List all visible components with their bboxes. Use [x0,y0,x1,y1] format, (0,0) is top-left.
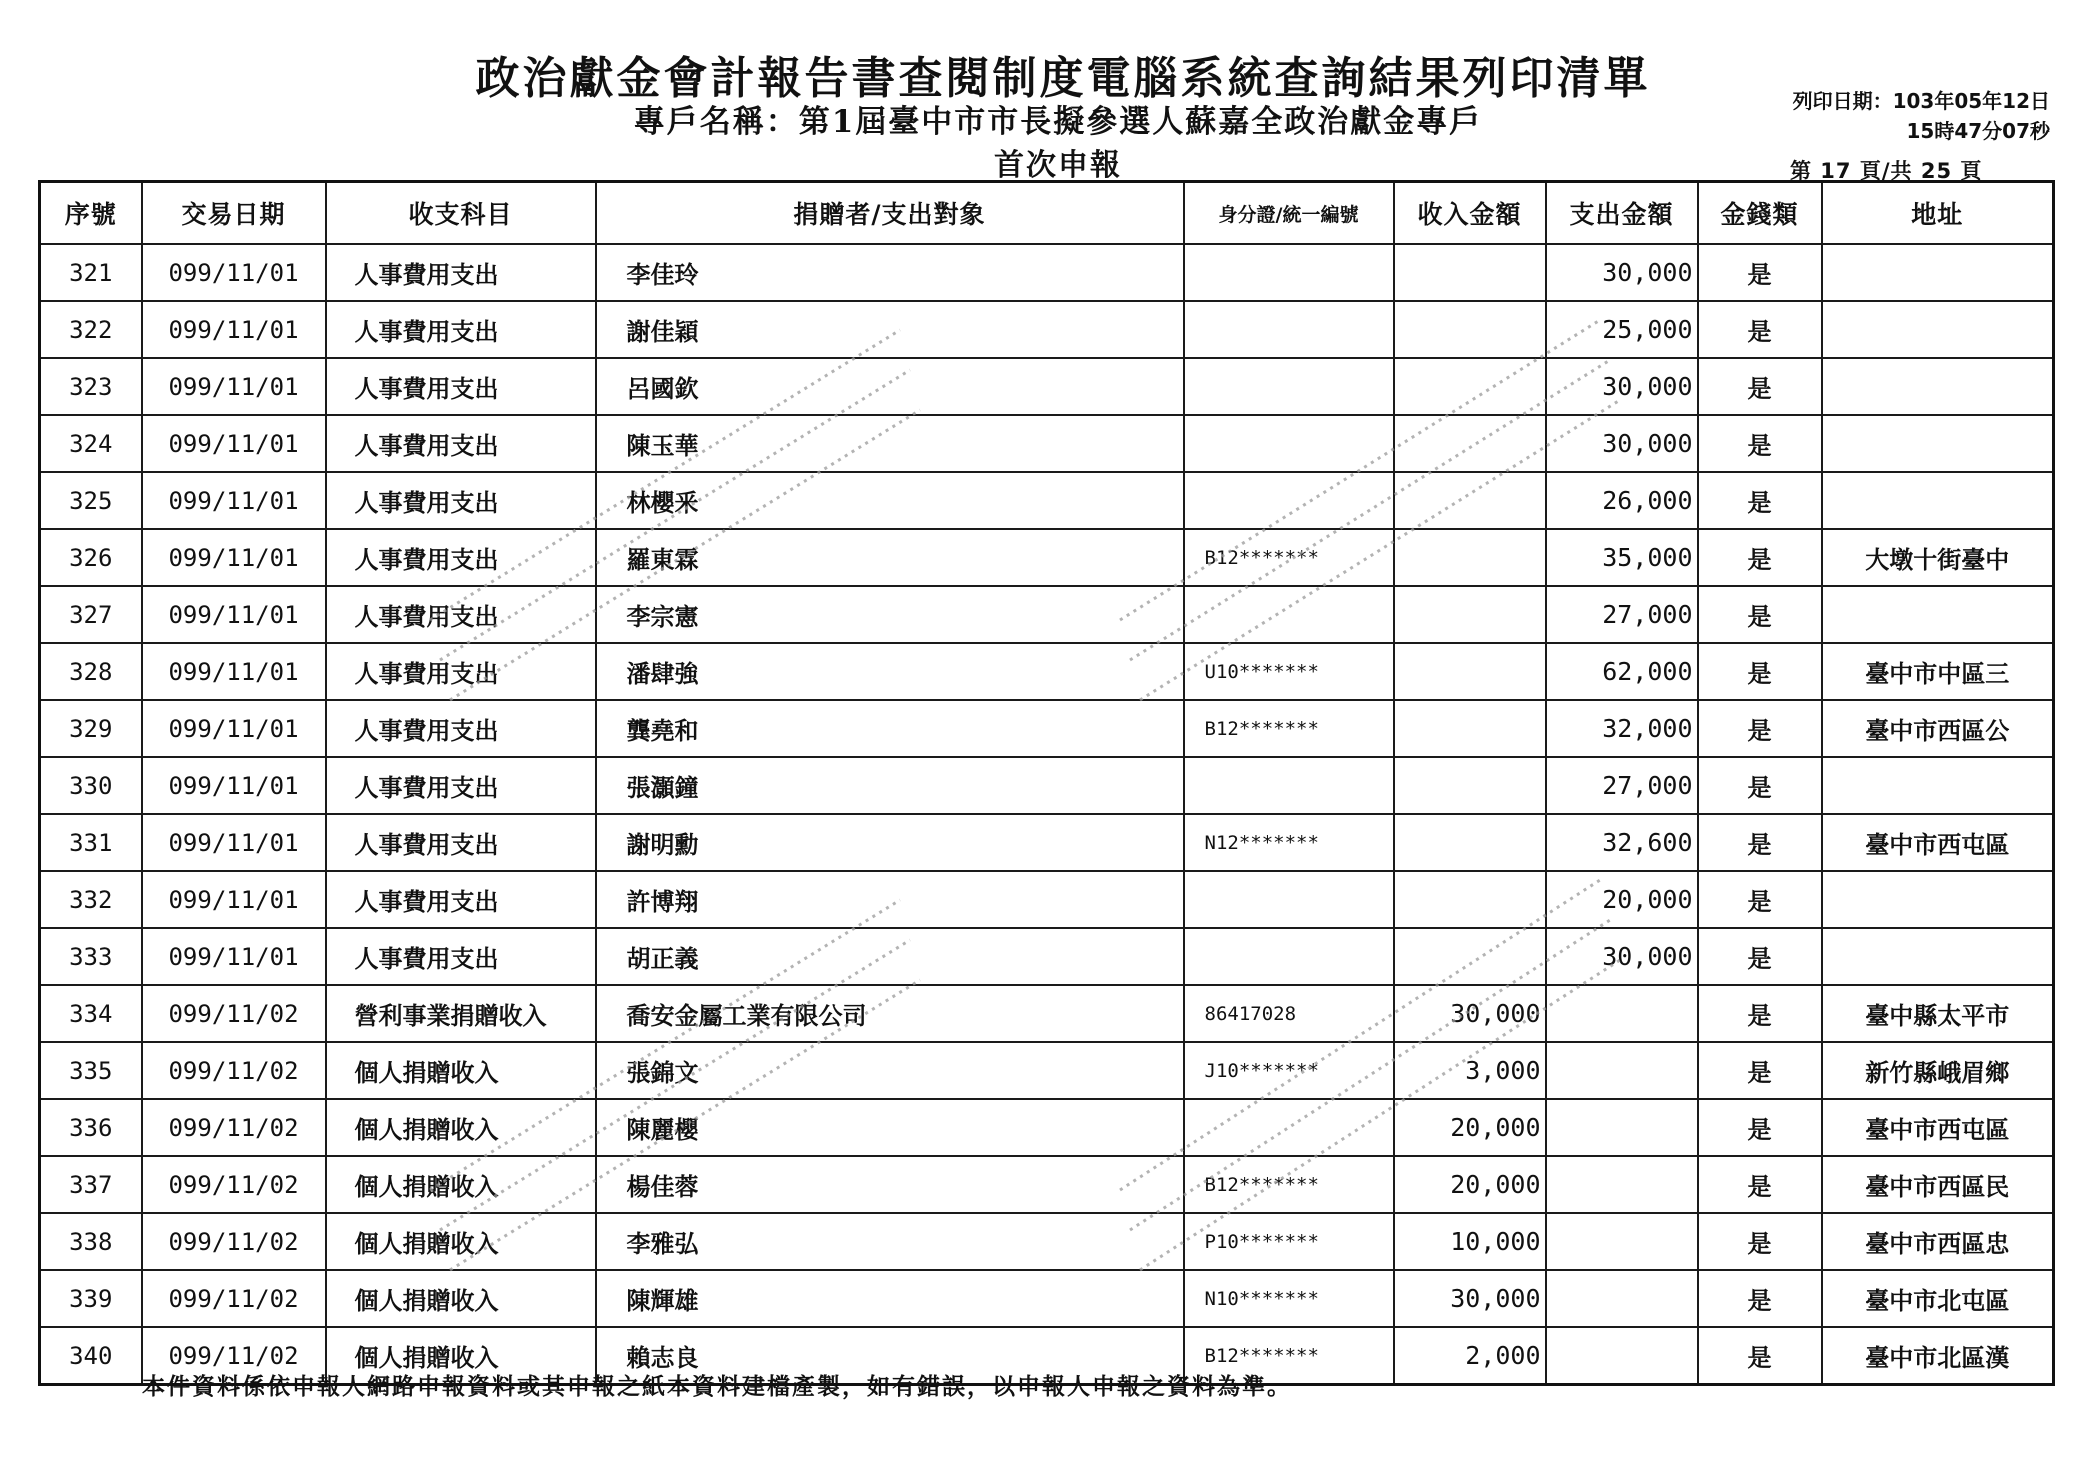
cell-seq: 339 [40,1270,142,1327]
table-body [40,244,2054,1385]
cell-address: 大墩十街臺中 [1822,529,2054,586]
cell-date: 099/11/01 [142,586,326,643]
cell-money-type: 是 [1698,871,1822,928]
cell-money-type: 是 [1698,985,1822,1042]
cell-address: 臺中縣太平市 [1822,985,2054,1042]
cell-seq: 330 [40,757,142,814]
cell-id [1184,871,1394,928]
cell-address: 臺中市北屯區 [1822,1270,2054,1327]
cell-date: 099/11/01 [142,814,326,871]
cell-expense: 62,000 [1546,643,1698,700]
cell-address: 臺中市西屯區 [1822,1099,2054,1156]
cell-address: 臺中市西區民 [1822,1156,2054,1213]
cell-party: 李雅弘 [596,1213,1184,1270]
cell-id: B12******* [1184,529,1394,586]
cell-date: 099/11/01 [142,415,326,472]
cell-category: 人事費用支出 [326,358,596,415]
cell-expense: 27,000 [1546,586,1698,643]
cell-seq: 328 [40,643,142,700]
cell-id [1184,757,1394,814]
cell-category: 人事費用支出 [326,757,596,814]
cell-income [1394,472,1546,529]
cell-money-type: 是 [1698,244,1822,301]
cell-money-type: 是 [1698,301,1822,358]
col-header-seq: 序號 [40,182,142,245]
cell-expense [1546,1099,1698,1156]
cell-category: 個人捐贈收入 [326,1099,596,1156]
cell-money-type: 是 [1698,415,1822,472]
cell-expense: 30,000 [1546,928,1698,985]
cell-party: 賴志良 [596,1327,1184,1385]
ledger-table [38,180,2055,1386]
cell-income [1394,244,1546,301]
col-header-address: 地址 [1822,182,2054,245]
cell-seq: 322 [40,301,142,358]
cell-id: J10******* [1184,1042,1394,1099]
cell-category: 個人捐贈收入 [326,1270,596,1327]
cell-expense: 26,000 [1546,472,1698,529]
cell-income: 20,000 [1394,1099,1546,1156]
cell-party: 喬安金屬工業有限公司 [596,985,1184,1042]
cell-date: 099/11/01 [142,700,326,757]
cell-category: 人事費用支出 [326,700,596,757]
cell-id [1184,928,1394,985]
cell-category: 個人捐贈收入 [326,1213,596,1270]
cell-money-type: 是 [1698,1156,1822,1213]
col-header-expense: 支出金額 [1546,182,1698,245]
cell-party: 李佳玲 [596,244,1184,301]
table-row [40,1042,2054,1099]
cell-address [1822,586,2054,643]
cell-money-type: 是 [1698,757,1822,814]
cell-address [1822,301,2054,358]
cell-expense: 35,000 [1546,529,1698,586]
col-header-category: 收支科目 [326,182,596,245]
cell-address [1822,244,2054,301]
cell-party: 謝佳穎 [596,301,1184,358]
cell-money-type: 是 [1698,586,1822,643]
cell-category: 人事費用支出 [326,529,596,586]
cell-id [1184,415,1394,472]
cell-money-type: 是 [1698,1270,1822,1327]
cell-address [1822,928,2054,985]
table-row [40,814,2054,871]
cell-seq: 326 [40,529,142,586]
cell-income [1394,871,1546,928]
cell-money-type: 是 [1698,700,1822,757]
cell-seq: 338 [40,1213,142,1270]
cell-date: 099/11/02 [142,985,326,1042]
cell-category: 人事費用支出 [326,244,596,301]
cell-income [1394,529,1546,586]
cell-category: 人事費用支出 [326,472,596,529]
cell-seq: 335 [40,1042,142,1099]
cell-income: 3,000 [1394,1042,1546,1099]
cell-seq: 336 [40,1099,142,1156]
cell-party: 張灝鐘 [596,757,1184,814]
cell-income [1394,643,1546,700]
cell-category: 個人捐贈收入 [326,1042,596,1099]
cell-income [1394,757,1546,814]
cell-date: 099/11/01 [142,472,326,529]
cell-address: 臺中市西區公 [1822,700,2054,757]
table-row [40,643,2054,700]
table-row [40,700,2054,757]
cell-expense: 25,000 [1546,301,1698,358]
cell-id [1184,1099,1394,1156]
cell-id: P10******* [1184,1213,1394,1270]
cell-id: B12******* [1184,700,1394,757]
cell-seq: 340 [40,1327,142,1385]
cell-date: 099/11/01 [142,301,326,358]
cell-address [1822,871,2054,928]
cell-seq: 323 [40,358,142,415]
cell-address [1822,757,2054,814]
cell-address: 臺中市西屯區 [1822,814,2054,871]
cell-date: 099/11/01 [142,643,326,700]
cell-money-type: 是 [1698,814,1822,871]
table-row [40,1213,2054,1270]
cell-expense [1546,985,1698,1042]
cell-seq: 332 [40,871,142,928]
cell-party: 胡正義 [596,928,1184,985]
cell-seq: 329 [40,700,142,757]
table-row [40,415,2054,472]
cell-seq: 337 [40,1156,142,1213]
cell-seq: 324 [40,415,142,472]
print-date [1793,86,2050,146]
table-row [40,1099,2054,1156]
cell-id: N12******* [1184,814,1394,871]
cell-category: 營利事業捐贈收入 [326,985,596,1042]
cell-category: 人事費用支出 [326,871,596,928]
table-row [40,529,2054,586]
cell-expense [1546,1042,1698,1099]
cell-expense [1546,1156,1698,1213]
cell-party: 許博翔 [596,871,1184,928]
cell-money-type: 是 [1698,1327,1822,1385]
cell-party: 潘肆強 [596,643,1184,700]
table-row [40,358,2054,415]
cell-date: 099/11/01 [142,529,326,586]
cell-date: 099/11/02 [142,1270,326,1327]
cell-category: 人事費用支出 [326,643,596,700]
cell-money-type: 是 [1698,643,1822,700]
cell-party: 羅東霖 [596,529,1184,586]
cell-party: 陳麗櫻 [596,1099,1184,1156]
cell-id [1184,244,1394,301]
cell-category: 個人捐贈收入 [326,1327,596,1385]
cell-money-type: 是 [1698,358,1822,415]
cell-expense: 20,000 [1546,871,1698,928]
cell-date: 099/11/01 [142,928,326,985]
cell-money-type: 是 [1698,928,1822,985]
cell-date: 099/11/02 [142,1213,326,1270]
cell-address: 新竹縣峨眉鄉 [1822,1042,2054,1099]
cell-category: 人事費用支出 [326,928,596,985]
table-row [40,928,2054,985]
print-time-line2: 15時47分07秒 [1906,119,2050,143]
cell-party: 林櫻釆 [596,472,1184,529]
cell-income [1394,586,1546,643]
cell-party: 謝明勳 [596,814,1184,871]
cell-money-type: 是 [1698,1042,1822,1099]
cell-seq: 321 [40,244,142,301]
table-header-row [40,182,2054,245]
cell-expense [1546,1327,1698,1385]
cell-date: 099/11/02 [142,1042,326,1099]
cell-id: N10******* [1184,1270,1394,1327]
cell-address: 臺中市中區三 [1822,643,2054,700]
col-header-income: 收入金額 [1394,182,1546,245]
report-title: 政治獻金會計報告書查閱制度電腦系統查詢結果列印清單 [475,53,1651,104]
cell-party: 呂國欽 [596,358,1184,415]
cell-income [1394,415,1546,472]
table-row [40,871,2054,928]
cell-party: 龔堯和 [596,700,1184,757]
cell-id [1184,301,1394,358]
cell-date: 099/11/01 [142,757,326,814]
col-header-money-type: 金錢類 [1698,182,1822,245]
cell-category: 人事費用支出 [326,586,596,643]
cell-date: 099/11/01 [142,871,326,928]
cell-address: 臺中市西區忠 [1822,1213,2054,1270]
cell-expense: 27,000 [1546,757,1698,814]
cell-address [1822,358,2054,415]
cell-income [1394,814,1546,871]
cell-address: 臺中市北區漢 [1822,1327,2054,1385]
cell-party: 陳輝雄 [596,1270,1184,1327]
cell-expense [1546,1270,1698,1327]
cell-income: 20,000 [1394,1156,1546,1213]
cell-category: 個人捐贈收入 [326,1156,596,1213]
cell-id [1184,358,1394,415]
cell-expense: 32,600 [1546,814,1698,871]
cell-seq: 327 [40,586,142,643]
cell-seq: 334 [40,985,142,1042]
col-header-id: 身分證/統一編號 [1184,182,1394,245]
cell-seq: 331 [40,814,142,871]
cell-income: 30,000 [1394,985,1546,1042]
cell-category: 人事費用支出 [326,814,596,871]
cell-income: 2,000 [1394,1327,1546,1385]
table-row [40,1156,2054,1213]
cell-party: 楊佳蓉 [596,1156,1184,1213]
cell-income: 10,000 [1394,1213,1546,1270]
cell-income [1394,928,1546,985]
cell-party: 李宗憲 [596,586,1184,643]
cell-date: 099/11/02 [142,1327,326,1385]
cell-income [1394,358,1546,415]
table-row [40,244,2054,301]
cell-money-type: 是 [1698,529,1822,586]
table-row [40,1270,2054,1327]
cell-id [1184,472,1394,529]
table-row [40,757,2054,814]
col-header-party: 捐贈者/支出對象 [596,182,1184,245]
report-type: 首次申報 [994,148,1122,183]
cell-id: 86417028 [1184,985,1394,1042]
account-name: 專戶名稱：第1屆臺中市市長擬參選人蘇嘉全政治獻金專戶 [633,104,1483,140]
cell-income [1394,700,1546,757]
cell-address [1822,415,2054,472]
cell-address [1822,472,2054,529]
cell-id: B12******* [1184,1327,1394,1385]
cell-category: 人事費用支出 [326,301,596,358]
cell-income: 30,000 [1394,1270,1546,1327]
cell-party: 張錦文 [596,1042,1184,1099]
cell-income [1394,301,1546,358]
footer-note: 本件資料係依申報人網路申報資料或其申報之紙本資料建檔產製，如有錯誤，以申報人申報之資料為準。 [142,1373,1292,1400]
table-row [40,586,2054,643]
cell-expense: 30,000 [1546,415,1698,472]
cell-expense: 30,000 [1546,244,1698,301]
cell-category: 人事費用支出 [326,415,596,472]
col-header-date: 交易日期 [142,182,326,245]
cell-money-type: 是 [1698,1099,1822,1156]
cell-id: B12******* [1184,1156,1394,1213]
cell-id: U10******* [1184,643,1394,700]
cell-money-type: 是 [1698,472,1822,529]
cell-date: 099/11/01 [142,358,326,415]
cell-id [1184,586,1394,643]
cell-expense: 32,000 [1546,700,1698,757]
print-date-line1: 列印日期：103年05年12日 [1792,89,2050,113]
cell-seq: 333 [40,928,142,985]
cell-expense [1546,1213,1698,1270]
cell-date: 099/11/02 [142,1156,326,1213]
page-info: 第 17 頁/共 25 頁 [1790,159,1983,183]
cell-party: 陳玉華 [596,415,1184,472]
cell-money-type: 是 [1698,1213,1822,1270]
cell-expense: 30,000 [1546,358,1698,415]
cell-date: 099/11/01 [142,244,326,301]
cell-date: 099/11/02 [142,1099,326,1156]
cell-seq: 325 [40,472,142,529]
table-row [40,985,2054,1042]
table-row [40,472,2054,529]
table-row [40,301,2054,358]
